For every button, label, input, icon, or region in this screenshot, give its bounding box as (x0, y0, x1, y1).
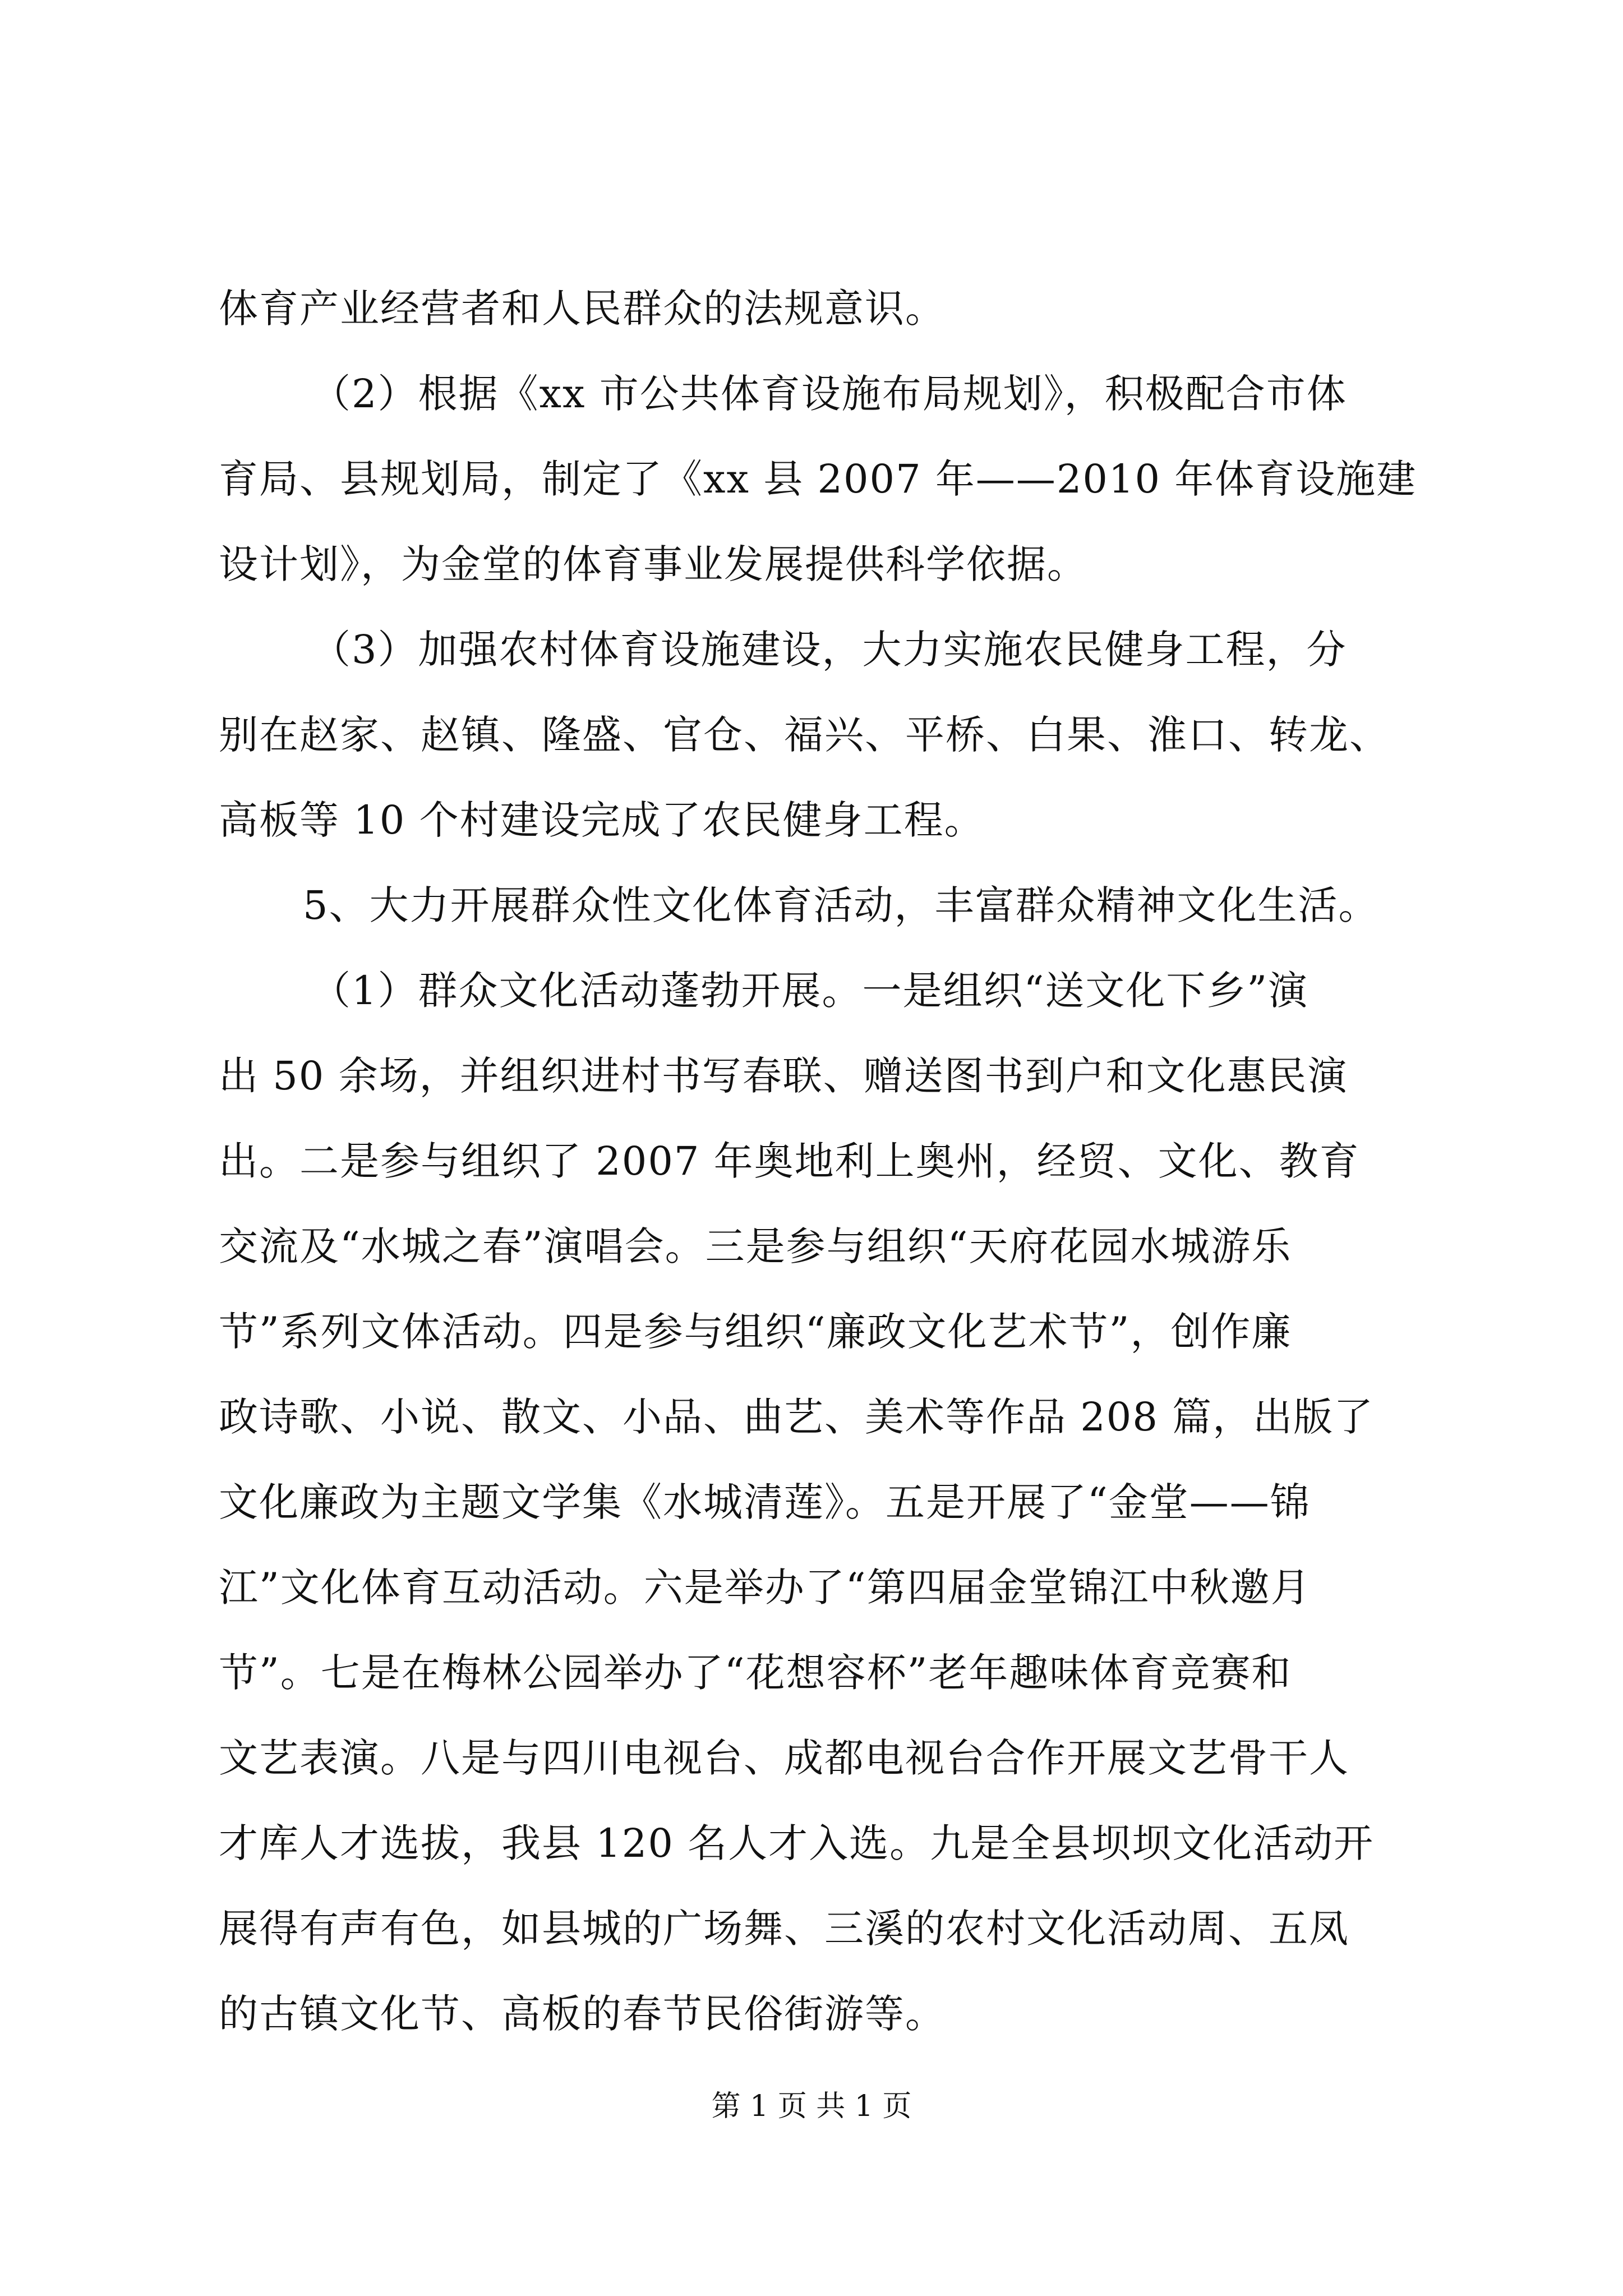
text-line: 5、大力开展群众性文化体育活动，丰富群众精神文化生活。 (303, 882, 1379, 928)
text-line: （3）加强农村体育设施建设，大力实施农民健身工程，分 (311, 627, 1347, 673)
text-line: 文化廉政为主题文学集《水城清莲》。五是开展了“金堂——锦 (219, 1479, 1311, 1525)
text-line: （2）根据《xx 市公共体育设施布局规划》，积极配合市体 (311, 371, 1347, 417)
text-line: 展得有声有色，如县城的广场舞、三溪的农村文化活动周、五凤 (219, 1906, 1349, 1952)
text-line: 育局、县规划局，制定了《xx 县 2007 年——2010 年体育设施建 (219, 456, 1417, 502)
text-line: 别在赵家、赵镇、隆盛、官仓、福兴、平桥、白果、淮口、转龙、 (219, 712, 1390, 758)
text-line: 政诗歌、小说、散文、小品、曲艺、美术等作品 208 篇，出版了 (219, 1394, 1375, 1440)
text-line: 体育产业经营者和人民群众的法规意识。 (219, 286, 946, 332)
text-line: （1）群众文化活动蓬勃开展。一是组织“送文化下乡”演 (311, 968, 1309, 1014)
text-line: 江”文化体育互动活动。六是举办了“第四届金堂锦江中秋邀月 (219, 1565, 1311, 1611)
text-line: 节”。七是在梅林公园举办了“花想容杯”老年趣味体育竞赛和 (219, 1650, 1292, 1696)
page-number-footer: 第 1 页 共 1 页 (711, 2090, 912, 2123)
text-line: 高板等 10 个村建设完成了农民健身工程。 (219, 797, 985, 843)
text-line: 节”系列文体活动。四是参与组织“廉政文化艺术节”，创作廉 (219, 1309, 1292, 1355)
text-line: 的古镇文化节、高板的春节民俗街游等。 (219, 1991, 946, 2037)
text-line: 出 50 余场，并组织进村书写春联、赠送图书到户和文化惠民演 (219, 1053, 1348, 1099)
text-line: 设计划》，为金堂的体育事业发展提供科学依据。 (219, 541, 1087, 587)
text-line: 才库人才选拔，我县 120 名人才入选。九是全县坝坝文化活动开 (219, 1820, 1375, 1866)
text-line: 交流及“水城之春”演唱会。三是参与组织“天府花园水城游乐 (219, 1223, 1292, 1269)
text-line: 文艺表演。八是与四川电视台、成都电视台合作开展文艺骨干人 (219, 1735, 1349, 1781)
text-line: 出。二是参与组织了 2007 年奥地利上奥州，经贸、文化、教育 (219, 1138, 1360, 1184)
